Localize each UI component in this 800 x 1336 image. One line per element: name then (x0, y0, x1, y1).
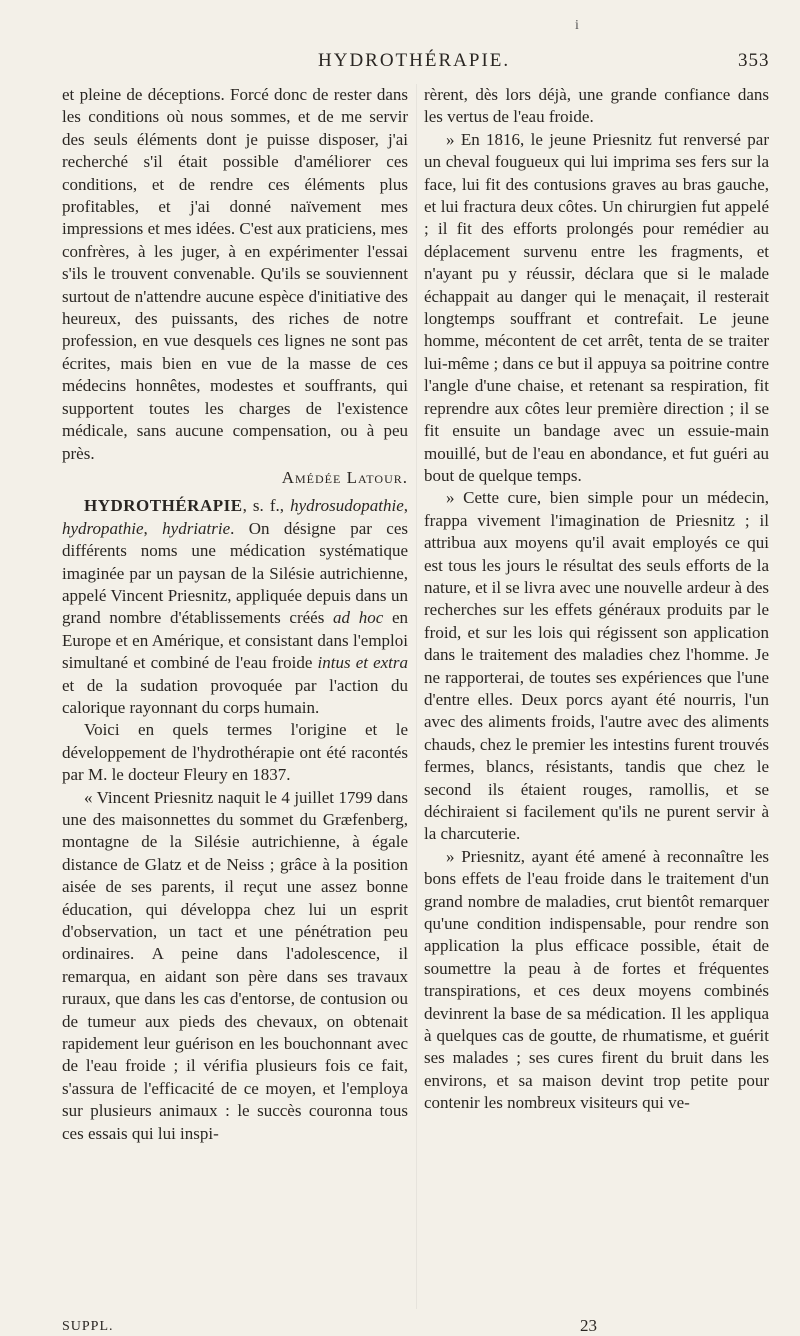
running-head: HYDROTHÉRAPIE. (318, 50, 511, 71)
right-column (424, 84, 769, 1115)
entry-separator: , (143, 518, 163, 538)
paragraph: rèrent, dès lors déjà, une grande confiance dans les vertus de l'eau froide. (424, 85, 769, 127)
entry-separator: , (403, 496, 408, 516)
paragraph: Voici en quels termes l'origine et le développement de l'hydrothérapie ont été racontés par M. le docteur Fleury en 1837. (62, 720, 408, 785)
entry-text: . On désigne par ces différents noms une médication systématique imaginée par un paysan de la Silésie autrichienne, appelé Vincent Priesnitz, appliquée depuis dans un grand nombre d'établissements créés (62, 518, 409, 628)
top-margin-mark: i (575, 18, 579, 33)
paragraph: » Priesnitz, ayant été amené à reconnaître les bons effets de l'eau froide dans le traitement d'un grand nombre de maladies, crut bientôt remarquer qu'une condition indispensable, pour rendre son application la plus efficace possible, était de soumettre la peau à de fortes et fréquentes transpirations, et ces deux moyens combinés devinrent la base de sa médication. Il les appliqua à quelques cas de goutte, de rhumatisme, et guérit ses malades ; ses cures firent du bruit dans les environs, et sa maison devint trop petite pour contenir les nombreux visiteurs qui ve- (424, 846, 769, 1113)
dictionary-entry (62, 495, 408, 719)
paragraph: « Vincent Priesnitz naquit le 4 juillet 1799 dans une des maisonnettes du sommet du Græfenberg, montagne de la Silésie autrichienne, à égale distance de Glatz et de Neiss ; grâce à la position aisée de ses parents, il reçut une assez bonne éducation, qui développa chez lui un esprit d'observation, un tact et une pénétration peu ordinaires. A peine dans l'adolescence, il remarqua, en aidant son père dans ses travaux ruraux, que dans les cas d'entorse, de contusion ou de tumeur aux pieds des chevaux, on obtenait rapidement leur guérison en les bouchonnant avec de l'eau froide ; il vérifia plusieurs fois ce fait, s'assura de l'efficacité de ce moyen, et l'employa sur plusieurs animaux : le succès couronna tous ces essais qui lui inspi- (62, 787, 408, 1143)
paragraph: » Cette cure, bien simple pour un médecin, frappa vivement l'imagination de Priesnitz ; il attribua aux moyens qu'il avait employés ce qui est tous les jours le résultat des seuls efforts de la nature, et il se livra avec une nouvelle ardeur à des recherches sur les effets généraux produits par le froid, et sur les lois qui régissent son application dans le traitement des maladies chez l'homme. Je ne rapporterai, de toutes ses expériences que l'une d'entre elles. Deux porcs ayant été nourris, l'un avec des aliments froids, l'autre avec des aliments chauds, chez le premier les intestins furent trouvés fermes, blancs, résistants, tandis que chez le second ils étaient rouges, ramollis, et se déchiraient si facilement qu'ils ne purent servir à la charcuterie. (424, 488, 769, 844)
author-signature: Amédée Latour. (281, 467, 408, 487)
entry-synonym: hydriatrie (162, 518, 231, 538)
entry-synonym: hydrosudopathie (290, 496, 404, 516)
entry-synonym: hydropathie (62, 518, 144, 538)
signature-mark: SUPPL. (62, 1319, 114, 1334)
sheet-number: 23 (580, 1316, 597, 1335)
entry-grammar: , s. f., (242, 496, 291, 516)
entry-latin-term: ad hoc (333, 608, 384, 628)
entry-text: en Europe et en Amérique, et consistant dans l'emploi simultané et combiné de l'eau froide (62, 608, 409, 673)
column-gutter (416, 84, 417, 1309)
entry-latin-term: intus et extra (317, 653, 408, 673)
left-column (62, 84, 408, 1145)
page-number: 353 (738, 50, 770, 71)
entry-headword: HYDROTHÉRAPIE (84, 496, 243, 516)
paragraph: » En 1816, le jeune Priesnitz fut renversé par un cheval fougueux qui lui imprima ses fers sur la face, lui fit des contusions graves au bras gauche, et lui fractura deux côtes. Un chirurgien fut appelé ; il fit des efforts prolongés pour remédier au déplacement survenu entre les fragments, et n'ayant pu y réussir, déclara que si le malade échappait au danger qui le menaçait, il resterait longtemps souffrant et contrefait. Le jeune homme, mécontent de cet arrêt, tenta de se traiter lui-même ; dans ce but il appuya sa poitrine contre l'angle d'une chaise, et retenant sa respiration, fit reprendre aux côtes leur première direction ; il se fit ensuite un bandage avec un essuie-main mouillé, but de l'eau en abondance, et fut guéri au bout de quelque temps. (424, 129, 769, 485)
paragraph: et pleine de déceptions. Forcé donc de rester dans les conditions où nous sommes, et de me servir des seuls éléments dont je puisse disposer, j'ai recherché s'il était possible d'améliorer ces conditions, et de rendre ces éléments plus profitables, et j'ai donné naïvement mes impressions et mes idées. C'est aux praticiens, mes confrères, à les juger, à en expérimenter l'essai s'ils le trouvent convenable. Qu'ils se souviennent surtout de n'attendre aucune espèce d'initiative des heureux, des puissants, des riches de notre profession, en vue desquels ces lignes ne sont pas écrites, mais bien en vue de la masse de ces médecins honnêtes, modestes et souffrants, qui supportent toutes les charges de l'existence médicale, sans aucune compensation, ou à peu près. (62, 85, 408, 463)
entry-text: et de la sudation provoquée par l'action du calorique rayonnant du corps humain. (62, 675, 408, 717)
